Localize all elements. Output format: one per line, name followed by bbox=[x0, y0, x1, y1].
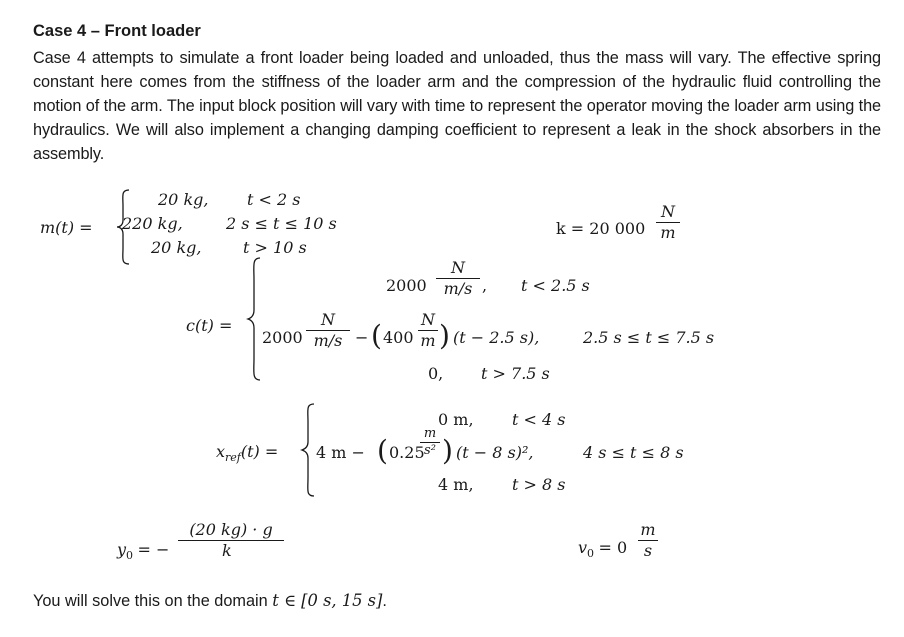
damping-case2-coef-unit-num: N bbox=[418, 310, 438, 331]
mass-case3-condition: t > 10 s bbox=[243, 238, 307, 257]
v0-lhs-sub: 0 bbox=[587, 547, 595, 561]
damping-case3-value: 0, bbox=[428, 364, 444, 383]
damping-lhs: c(t) = bbox=[186, 316, 233, 335]
xref-right-paren: ) bbox=[442, 434, 453, 467]
xref-lhs bbox=[216, 442, 278, 464]
v0-unit-den: s bbox=[643, 541, 653, 560]
y0-lhs-sub: 0 bbox=[126, 549, 134, 563]
xref-case2-start: 4 m − bbox=[316, 443, 365, 462]
damping-right-paren: ) bbox=[439, 319, 450, 352]
damping-case3-condition: t > 7.5 s bbox=[481, 364, 550, 383]
damping-case2-coef-unit-den: m bbox=[420, 331, 436, 350]
y0-fraction bbox=[178, 520, 284, 561]
mass-case2-value: 220 kg, bbox=[122, 214, 183, 233]
domain-sentence bbox=[33, 591, 387, 611]
xref-case3-value: 4 m, bbox=[438, 475, 474, 494]
mass-lhs: m(t) = bbox=[40, 218, 93, 237]
damping-case2-unit bbox=[306, 310, 350, 351]
damping-case2-coef-unit bbox=[418, 310, 438, 351]
xref-lhs-rest: (t) = bbox=[240, 442, 279, 461]
xref-lhs-sub: ref bbox=[225, 451, 241, 465]
spring-unit-num: N bbox=[656, 202, 680, 223]
xref-case1-condition: t < 4 s bbox=[512, 410, 566, 429]
mass-case1-condition: t < 2 s bbox=[247, 190, 301, 209]
mass-case3-value: 20 kg, bbox=[151, 238, 202, 257]
description-text: Case 4 attempts to simulate a front loader being loaded and unloaded, thus the mass will vary. The effective spring constant here comes from the stiffness of the loader arm and the compression of the hydraulic fluid controlling the motion of the arm. The input block position will vary with time to represent the operator moving the loader arm using the hydraulics. We will also implement a changing damping coefficient to represent a leak in the shock absorbers in the assembly. bbox=[33, 49, 881, 163]
y0-num: (20 kg) · g bbox=[178, 520, 284, 541]
domain-text: You will solve this on the domain bbox=[33, 592, 273, 610]
y0-den: k bbox=[222, 541, 232, 560]
xref-case2-unit-den: s² bbox=[424, 443, 436, 458]
xref-case2-unit-num: m bbox=[420, 426, 440, 443]
mass-case1-value: 20 kg, bbox=[158, 190, 209, 209]
damping-case1-condition: t < 2.5 s bbox=[521, 276, 590, 295]
damping-brace bbox=[246, 256, 262, 382]
mass-case2-condition: 2 s ≤ t ≤ 10 s bbox=[226, 214, 337, 233]
damping-case2-condition: 2.5 s ≤ t ≤ 7.5 s bbox=[583, 328, 715, 347]
y0-lhs bbox=[117, 540, 169, 562]
damping-case2-unit-den: m/s bbox=[313, 331, 343, 350]
xref-case2-coef: 0.25 bbox=[389, 443, 425, 462]
damping-case1-comma: , bbox=[482, 276, 488, 295]
xref-case2-time: (t − 8 s)², bbox=[456, 443, 534, 462]
spring-unit bbox=[656, 202, 680, 243]
y0-lhs-y: y bbox=[117, 540, 127, 559]
spring-unit-den: m bbox=[660, 223, 676, 242]
y0-eq: = − bbox=[137, 540, 170, 559]
damping-case2-coef: 400 bbox=[383, 328, 414, 347]
xref-case1-value: 0 m, bbox=[438, 410, 474, 429]
damping-case1-unit-den: m/s bbox=[443, 279, 473, 298]
domain-end: . bbox=[382, 592, 387, 610]
v0-eq: = 0 bbox=[598, 538, 628, 557]
description-paragraph bbox=[33, 46, 881, 166]
xref-left-paren: ( bbox=[377, 434, 388, 467]
damping-left-paren: ( bbox=[371, 319, 382, 352]
damping-case2-time: (t − 2.5 s), bbox=[453, 328, 540, 347]
xref-case2-condition: 4 s ≤ t ≤ 8 s bbox=[583, 443, 684, 462]
v0-lhs-v: v bbox=[578, 538, 588, 557]
xref-case2-unit bbox=[420, 426, 440, 459]
v0-unit-num: m bbox=[638, 520, 658, 541]
xref-case3-condition: t > 8 s bbox=[512, 475, 566, 494]
v0-lhs bbox=[578, 538, 627, 560]
xref-brace bbox=[300, 402, 316, 498]
damping-case2-value: 2000 bbox=[262, 328, 303, 347]
xref-lhs-x: x bbox=[216, 442, 226, 461]
damping-case2-unit-num: N bbox=[306, 310, 350, 331]
spring-constant: k = 20 000 bbox=[556, 219, 646, 238]
damping-case1-unit bbox=[436, 258, 480, 299]
v0-unit bbox=[638, 520, 658, 561]
damping-case1-value: 2000 bbox=[386, 276, 427, 295]
section-heading: Case 4 – Front loader bbox=[33, 22, 201, 40]
damping-case2-minus: − bbox=[355, 328, 369, 347]
domain-interval: t ∈ [0 s, 15 s] bbox=[272, 591, 383, 610]
damping-case1-unit-num: N bbox=[436, 258, 480, 279]
